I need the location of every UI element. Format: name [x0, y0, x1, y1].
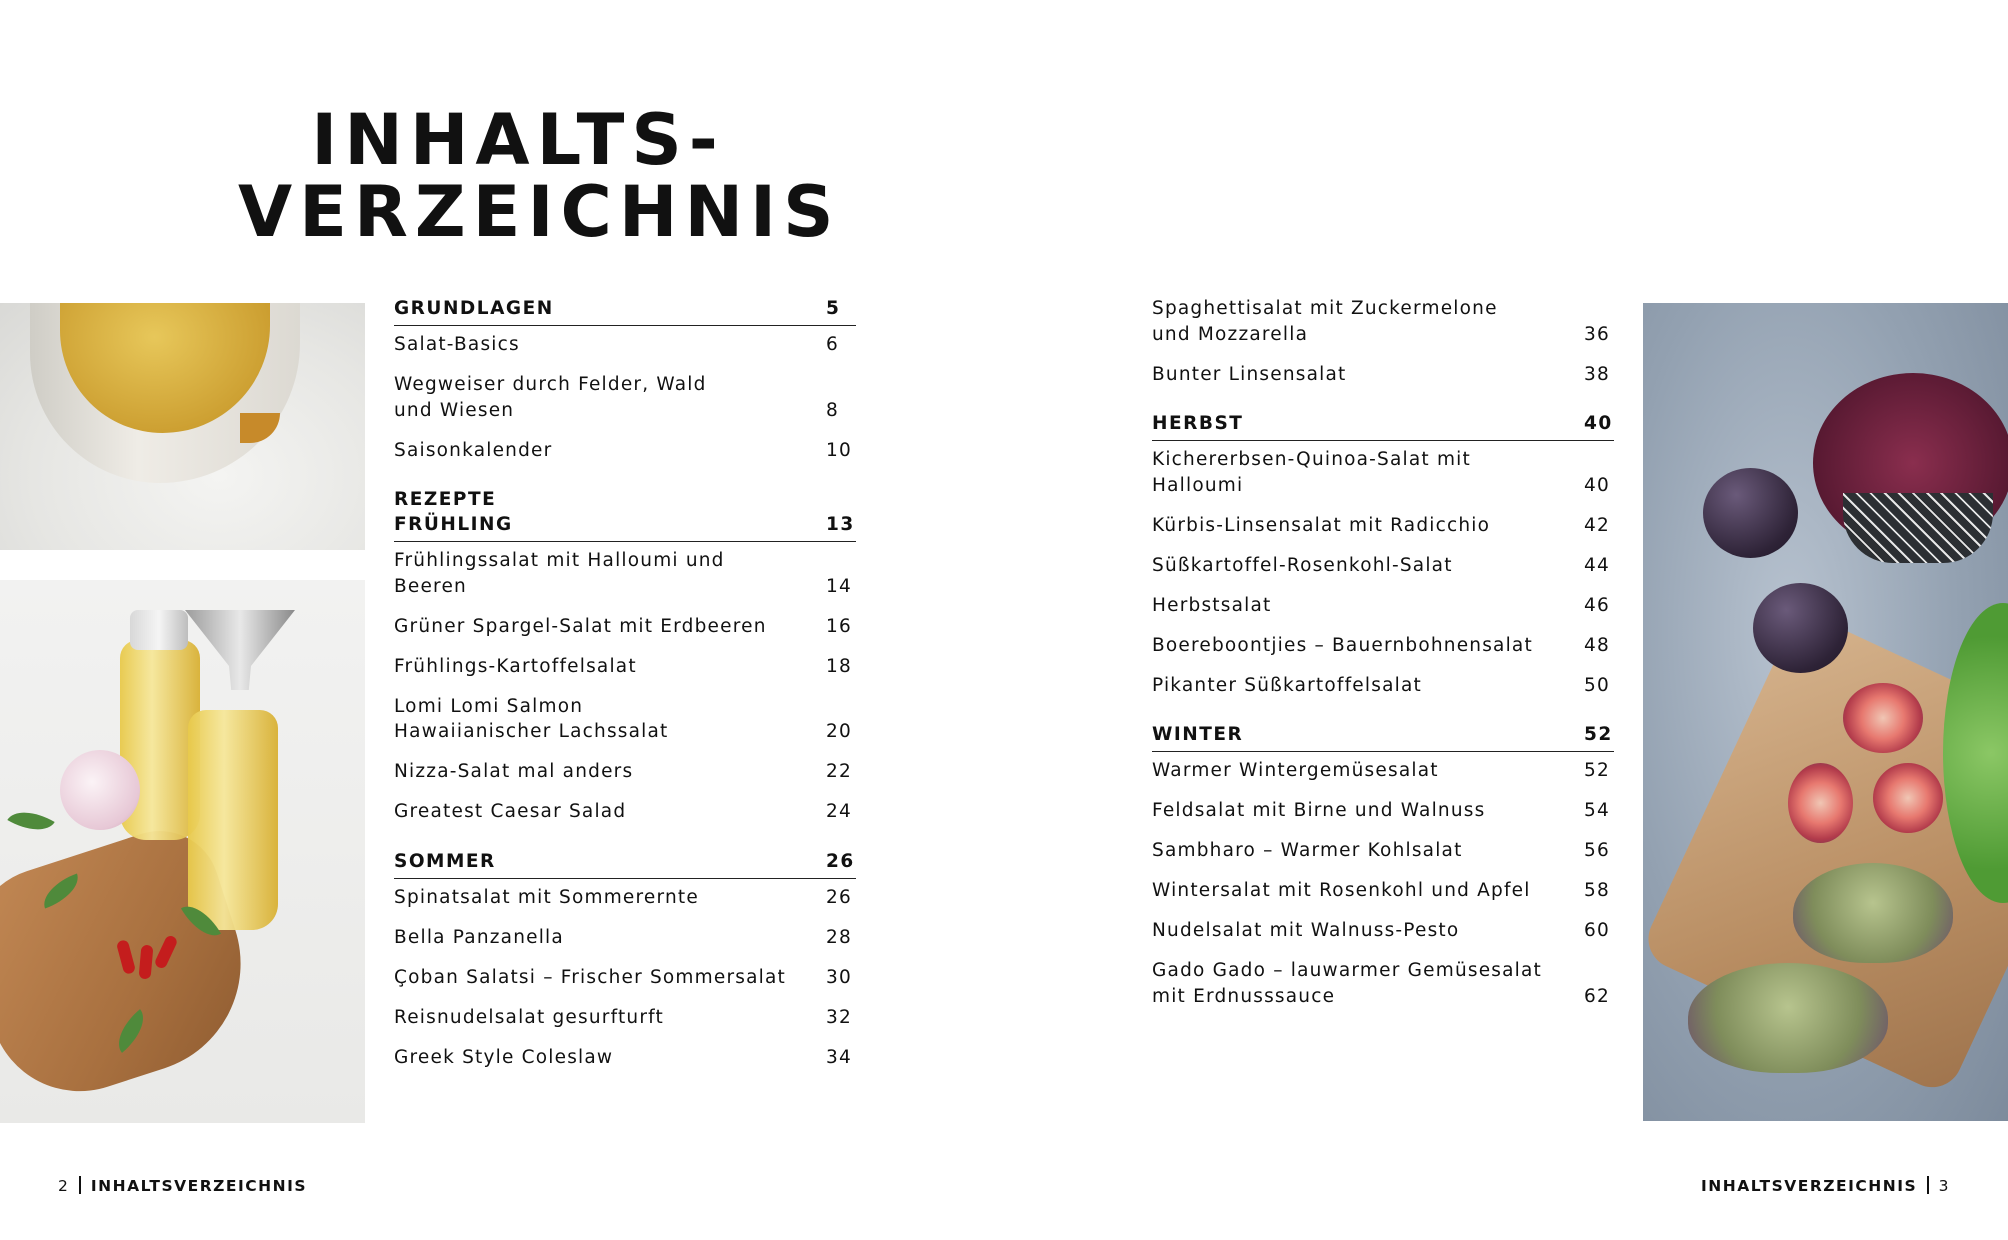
entry-title: Kürbis-Linsensalat mit Radicchio — [1152, 514, 1491, 536]
entry-page: 10 — [826, 439, 852, 461]
toc-entry[interactable] — [394, 694, 856, 745]
entry-title: Boereboontjies – Bauernbohnensalat — [1152, 634, 1533, 656]
entry-page: 22 — [826, 761, 852, 782]
page-number: 3 — [1938, 1177, 1950, 1195]
entry-page: 38 — [1584, 363, 1610, 385]
entry-page: 44 — [1584, 554, 1610, 576]
toc-entry[interactable] — [394, 925, 856, 951]
toc-entry[interactable] — [394, 885, 856, 911]
entry-title: Nudelsalat mit Walnuss-Pesto — [1152, 920, 1460, 941]
section-title: GRUNDLAGEN — [394, 298, 554, 319]
toc-entry[interactable] — [394, 372, 856, 423]
footer-right — [1701, 1176, 1950, 1195]
toc-entry[interactable] — [1152, 758, 1614, 784]
entry-page: 46 — [1584, 594, 1610, 616]
entry-page: 52 — [1584, 760, 1610, 781]
entry-page: 30 — [826, 966, 852, 988]
entry-page: 62 — [1584, 985, 1610, 1007]
toc-section-sommer — [394, 849, 856, 1071]
entry-title: Süßkartoffel-Rosenkohl-Salat — [1152, 554, 1453, 576]
entry-title: Greatest Caesar Salad — [394, 801, 627, 822]
toc-entry[interactable] — [394, 799, 856, 825]
entry-page: 48 — [1584, 634, 1610, 656]
entry-title: Spaghettisalat mit Zuckermelone und Mozzarella — [1152, 298, 1498, 345]
toc-entry[interactable] — [1152, 673, 1614, 699]
entry-title: Spinatsalat mit Sommerernte — [394, 886, 699, 908]
toc-entry[interactable] — [394, 332, 856, 358]
entry-title: Feldsalat mit Birne und Walnuss — [1152, 800, 1486, 821]
toc-entry[interactable] — [394, 438, 856, 464]
dressing-bowl-photo — [0, 303, 365, 550]
toc-entry[interactable] — [394, 654, 856, 680]
entry-title: Wintersalat mit Rosenkohl und Apfel — [1152, 880, 1531, 901]
figs-artichokes-photo — [1643, 303, 2008, 1121]
toc-entry[interactable] — [394, 759, 856, 785]
entry-title: Greek Style Coleslaw — [394, 1046, 614, 1068]
footer-left — [58, 1176, 307, 1195]
section-heading — [394, 849, 856, 879]
entry-page: 20 — [826, 721, 852, 742]
toc-section-fruehling — [394, 487, 856, 825]
entry-title: Herbstsalat — [1152, 594, 1272, 616]
toc-entry[interactable] — [1152, 362, 1614, 388]
toc-right-column — [1152, 296, 1614, 1033]
entry-page: 56 — [1584, 840, 1610, 861]
toc-entry[interactable] — [1152, 553, 1614, 579]
section-page: 40 — [1584, 413, 1613, 434]
toc-entry[interactable] — [1152, 633, 1614, 659]
entry-page: 54 — [1584, 800, 1610, 821]
entry-title: Salat-Basics — [394, 334, 520, 355]
section-page: 26 — [826, 850, 855, 872]
toc-entry[interactable] — [394, 548, 856, 599]
entry-page: 58 — [1584, 880, 1610, 901]
title-line-1: INHALTS- — [311, 99, 725, 181]
oil-bottles-photo — [0, 580, 365, 1123]
entry-title: Gado Gado – lauwarmer Gemüsesalat mit Erdnusssauce — [1152, 960, 1542, 1007]
toc-entry[interactable] — [394, 614, 856, 640]
entry-page: 16 — [826, 615, 852, 637]
section-title: SOMMER — [394, 850, 496, 872]
entry-title: Sambharo – Warmer Kohlsalat — [1152, 840, 1463, 861]
section-page: 5 — [826, 298, 841, 319]
entry-page: 18 — [826, 655, 852, 677]
toc-section-sommer-continued — [1152, 296, 1614, 387]
entry-page: 28 — [826, 926, 852, 948]
toc-section-winter — [1152, 722, 1614, 1009]
running-title: INHALTSVERZEICHNIS — [1701, 1177, 1918, 1195]
entry-title: Lomi Lomi Salmon Hawaiianischer Lachssalat — [394, 695, 669, 742]
toc-entry[interactable] — [1152, 878, 1614, 904]
entry-page: 34 — [826, 1046, 852, 1068]
toc-entry[interactable] — [1152, 513, 1614, 539]
toc-entry[interactable] — [1152, 798, 1614, 824]
footer-divider — [1927, 1176, 1929, 1194]
section-page: 13 — [826, 514, 855, 535]
section-title: WINTER — [1152, 724, 1244, 745]
entry-page: 50 — [1584, 674, 1610, 696]
title-line-2: VERZEICHNIS — [238, 171, 841, 253]
entry-title: Çoban Salatsi – Frischer Sommersalat — [394, 966, 786, 988]
footer-divider — [79, 1176, 81, 1194]
toc-entry[interactable] — [394, 965, 856, 991]
toc-section-grundlagen — [394, 296, 856, 463]
toc-section-herbst — [1152, 411, 1614, 698]
toc-entry[interactable] — [394, 1045, 856, 1071]
section-title: HERBST — [1152, 413, 1244, 434]
entry-title: Pikanter Süßkartoffelsalat — [1152, 674, 1422, 696]
page-title — [238, 99, 841, 253]
entry-title: Grüner Spargel-Salat mit Erdbeeren — [394, 615, 767, 637]
toc-entry[interactable] — [1152, 838, 1614, 864]
entry-title: Nizza-Salat mal anders — [394, 761, 634, 782]
entry-title: Frühlings-Kartoffelsalat — [394, 655, 637, 677]
entry-page: 26 — [826, 886, 852, 908]
entry-title: Saisonkalender — [394, 439, 553, 461]
running-title: INHALTSVERZEICHNIS — [90, 1177, 307, 1195]
entry-page: 42 — [1584, 514, 1610, 536]
toc-entry[interactable] — [1152, 447, 1614, 498]
entry-title: Frühlingssalat mit Halloumi und Beeren — [394, 550, 725, 597]
entry-page: 24 — [826, 801, 852, 822]
toc-left-column — [394, 296, 856, 1094]
page-number: 2 — [58, 1177, 70, 1195]
entry-page: 40 — [1584, 474, 1610, 496]
entry-page: 6 — [826, 334, 839, 355]
toc-entry[interactable] — [394, 1005, 856, 1031]
entry-page: 60 — [1584, 920, 1610, 941]
entry-title: Kichererbsen-Quinoa-Salat mit Halloumi — [1152, 449, 1471, 496]
entry-title: Bunter Linsensalat — [1152, 363, 1347, 385]
toc-entry[interactable] — [1152, 296, 1614, 347]
toc-entry[interactable] — [1152, 958, 1614, 1009]
toc-entry[interactable] — [1152, 918, 1614, 944]
section-page: 52 — [1584, 724, 1613, 745]
entry-title: Wegweiser durch Felder, Wald und Wiesen — [394, 374, 707, 421]
entry-title: Warmer Wintergemüsesalat — [1152, 760, 1439, 781]
entry-title: Bella Panzanella — [394, 926, 564, 948]
section-heading — [1152, 722, 1614, 752]
toc-entry[interactable] — [1152, 593, 1614, 619]
section-title: REZEPTE FRÜHLING — [394, 489, 513, 535]
entry-page: 32 — [826, 1006, 852, 1028]
entry-page: 14 — [826, 575, 852, 597]
section-heading — [394, 296, 856, 326]
entry-page: 8 — [826, 399, 839, 421]
entry-title: Reisnudelsalat gesurfturft — [394, 1006, 664, 1028]
section-heading — [394, 487, 856, 542]
section-heading — [1152, 411, 1614, 441]
entry-page: 36 — [1584, 323, 1610, 345]
